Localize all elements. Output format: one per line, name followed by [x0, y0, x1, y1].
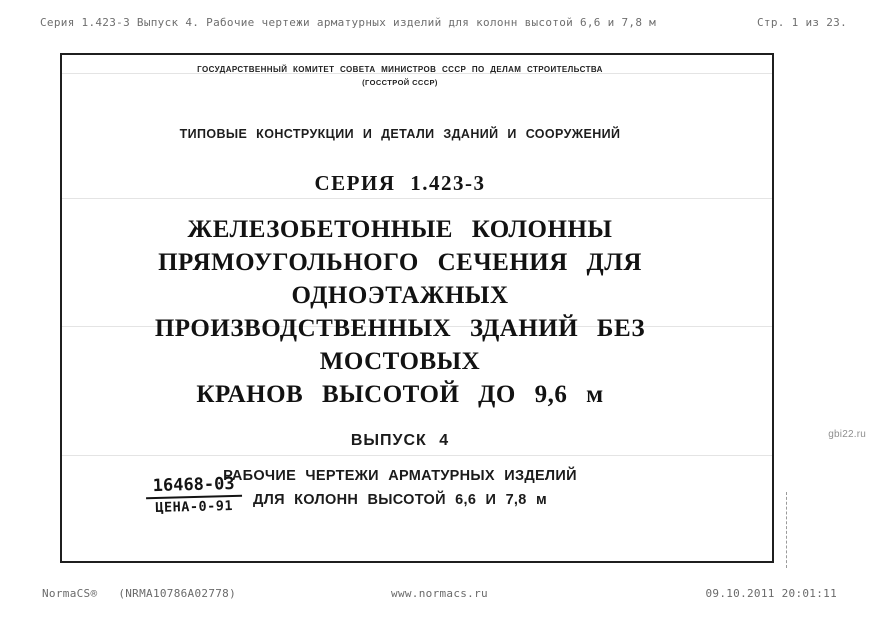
header-doc-title: Серия 1.423-3 Выпуск 4. Рабочие чертежи арматурных изделий для колонн высотой 6,6 и 7,8 м — [40, 16, 657, 29]
document-title — [66, 213, 734, 411]
footer-app-info — [42, 587, 307, 600]
title-line: ЖЕЛЕЗОБЕТОННЫЕ КОЛОННЫ — [187, 216, 613, 243]
subtitle-line: РАБОЧИЕ ЧЕРТЕЖИ АРМАТУРНЫХ ИЗДЕЛИЙ — [223, 468, 577, 484]
title-line: ПРОИЗВОДСТВЕННЫХ ЗДАНИЙ БЕЗ МОСТОВЫХ — [154, 315, 646, 375]
title-page-content — [66, 55, 734, 512]
price-stamp — [145, 474, 242, 516]
title-line: ПРЯМОУГОЛЬНОГО СЕЧЕНИЯ ДЛЯ ОДНОЭТАЖНЫХ — [158, 249, 642, 309]
scan-dashed-mark — [786, 492, 787, 568]
series-number: СЕРИЯ 1.423-3 — [314, 171, 486, 195]
viewer-footer — [42, 587, 837, 600]
issue-number: ВЫПУСК 4 — [350, 432, 450, 449]
footer-timestamp: 09.10.2011 20:01:11 — [705, 587, 837, 600]
document-category: ТИПОВЫЕ КОНСТРУКЦИИ И ДЕТАЛИ ЗДАНИЙ И СООРУЖЕНИЙ — [179, 127, 621, 141]
document-page — [60, 53, 774, 563]
header-page-indicator: Стр. 1 из 23. — [757, 16, 847, 29]
viewer-header — [40, 16, 847, 29]
watermark-text: gbi22.ru — [828, 429, 866, 440]
footer-license-id: (NRMA10786A02778) — [118, 587, 237, 600]
issuing-org-abbrev: (ГОССТРОЙ СССР) — [362, 78, 438, 87]
footer-site-url: www.normacs.ru — [391, 587, 488, 600]
title-line: КРАНОВ ВЫСОТОЙ ДО 9,6 м — [196, 381, 604, 408]
stamp-price: ЦЕНА-0-91 — [155, 497, 234, 517]
issuing-org-line: ГОСУДАРСТВЕННЫЙ КОМИТЕТ СОВЕТА МИНИСТРОВ СССР ПО ДЕЛАМ СТРОИТЕЛЬСТВА — [197, 65, 603, 74]
subtitle-line: ДЛЯ КОЛОНН ВЫСОТОЙ 6,6 И 7,8 м — [253, 492, 547, 508]
stamp-inventory-number: 16468-03 — [145, 474, 241, 500]
footer-app-name: NormaCS® — [42, 587, 98, 600]
